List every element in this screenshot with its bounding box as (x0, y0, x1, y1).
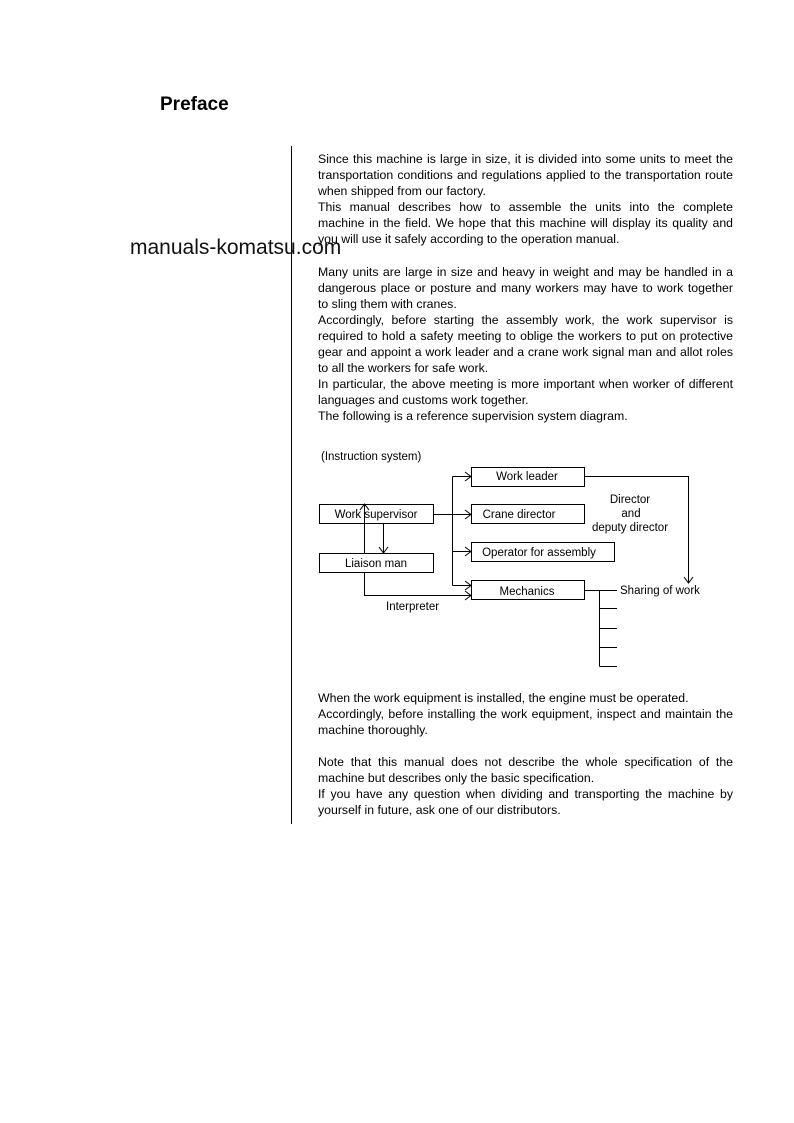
page-title: Preface (160, 94, 229, 115)
connector-bus (434, 477, 472, 586)
text: Accordingly, before installing the work equipment, inspect and maintain the machine thoroughly. (318, 707, 733, 737)
text: Accordingly, before starting the assembly work, the work supervisor is required to hold a safety meeting to oblige the workers to put on protective gear and appoint a work leader and a crane work signal man and allot roles to all the workers for safe work. (318, 313, 733, 375)
connector-mechanics (584, 591, 617, 667)
label-liaison-man: Liaison man (344, 558, 408, 570)
text: When the work equipment is installed, the engine must be operated. (318, 691, 689, 705)
text: This manual describes how to assemble the units into the complete machine in the field. We hope that this machine will display its quality and you will use it safely according to the operation manual. (318, 200, 733, 246)
label-sharing-of-work: Sharing of work (620, 585, 700, 597)
text: Since this machine is large in size, it is divided into some units to meet the transportation conditions and regulations applied to the transportation route when shipped from our factory. (318, 152, 733, 198)
paragraph-note (318, 754, 733, 818)
label-mechanics: Mechanics (499, 586, 555, 598)
label-crane-director: Crane director (482, 509, 556, 521)
text: The following is a reference supervision system diagram. (318, 409, 628, 423)
label-director: Director (609, 494, 651, 506)
diagram-caption: (Instruction system) (321, 451, 422, 463)
paragraph-engine (318, 690, 733, 738)
label-work-leader: Work leader (496, 471, 558, 483)
label-operator: Operator for assembly (482, 547, 596, 559)
text: In particular, the above meeting is more important when worker of different languages and customs work together. (318, 377, 733, 407)
text: Note that this manual does not describe the whole specification of the machine but describes only the basic specification. (318, 755, 733, 785)
label-and: and (621, 508, 641, 520)
label-deputy-director: deputy director (591, 522, 669, 534)
label-interpreter: Interpreter (386, 601, 440, 613)
watermark: manuals-komatsu.com (130, 236, 342, 259)
text: If you have any question when dividing and transporting the machine by yourself in future, ask one of our distributors. (318, 787, 733, 817)
label-work-supervisor: Work supervisor (334, 509, 418, 521)
text: Many units are large in size and heavy in weight and may be handled in a dangerous place or posture and many workers may have to work together to sling them with cranes. (318, 265, 733, 311)
